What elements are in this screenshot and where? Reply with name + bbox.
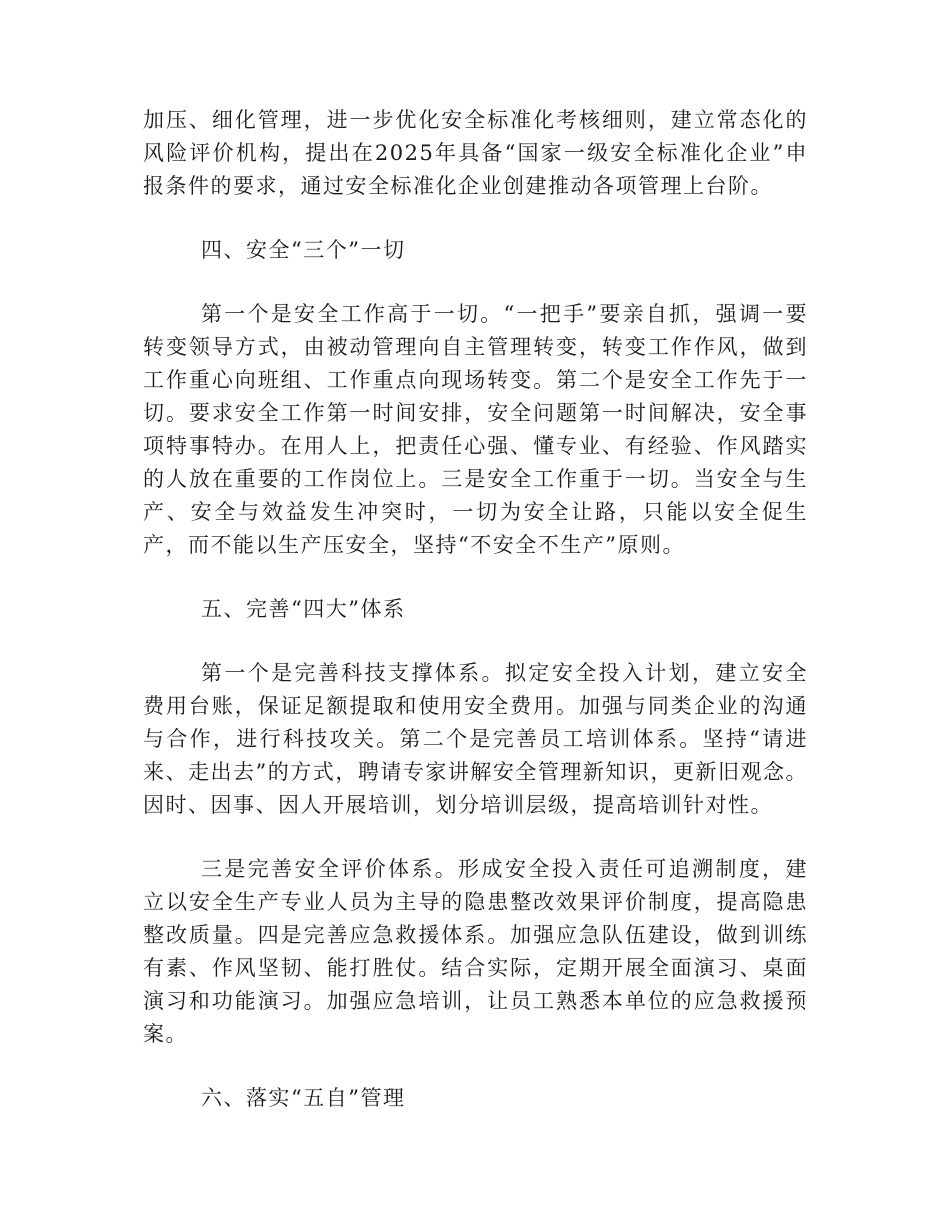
paragraph-continuation: 加压、细化管理，进一步优化安全标准化考核细则，建立常态化的风险评价机构，提出在2025年具备“国家一级安全标准化企业”申报条件的要求，通过安全标准化企业创建推动各项管理上台阶。 [143, 108, 808, 198]
document-body [143, 104, 808, 1146]
section-heading-5: 五、完善“四大”体系 [201, 597, 406, 621]
paragraph-systems-1: 第一个是完善科技支撑体系。拟定安全投入计划，建立安全费用台账，保证足额提取和使用安全费用。加强与同类企业的沟通与合作，进行科技攻关。第二个是完善员工培训体系。坚持“请进来、走出去”的方式，聘请专家讲解安全管理新知识，更新旧观念。因时、因事、因人开展培训，划分培训层级，提高培训针对性。 [143, 661, 808, 817]
paragraph-safety-first: 第一个是安全工作高于一切。“一把手”要亲自抓，强调一要转变领导方式，由被动管理向自主管理转变，转变工作作风，做到工作重心向班组、工作重点向现场转变。第二个是安全工作先于一切。要求安全工作第一时间安排，安全问题第一时间解决，安全事项特事特办。在用人上，把责任心强、懂专业、有经验、作风踏实的人放在重要的工作岗位上。三是安全工作重于一切。当安全与生产、安全与效益发生冲突时，一切为安全让路，只能以安全促生产，而不能以生产压安全，坚持“不安全不生产”原则。 [143, 302, 808, 557]
section-heading-4: 四、安全“三个”一切 [201, 238, 406, 262]
section-heading-6: 六、落实“五自”管理 [201, 1086, 406, 1110]
paragraph-systems-2: 三是完善安全评价体系。形成安全投入责任可追溯制度，建立以安全生产专业人员为主导的隐患整改效果评价制度，提高隐患整改质量。四是完善应急救援体系。加强应急队伍建设，做到训练有素、作风坚韧、能打胜仗。结合实际，定期开展全面演习、桌面演习和功能演习。加强应急培训，让员工熟悉本单位的应急救援预案。 [143, 857, 808, 1046]
